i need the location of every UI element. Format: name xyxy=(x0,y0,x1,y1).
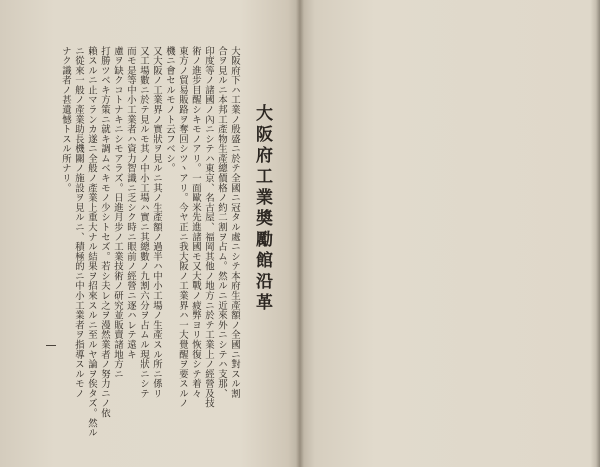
text-column-11: 打勝ツベキ方策ニ就キ調ムベキモノ少シトセズ。若シ夫レ之ヲ漫然業者ノ努力ニノ依 xyxy=(99,46,110,419)
text-column-2: 合ヲ見ルニ本邦工產物生產總價格ノ約二割ヲ占ム。然ルニ近來外ニシテハ支那、 xyxy=(216,46,227,399)
book-gutter xyxy=(296,0,304,467)
text-column-10: 慮ヲ缺クコトナキニシモアラズ。日進月步ノ工業技術ノ研究並販賣諸地方ニ xyxy=(112,46,123,379)
text-column-5: 東方ノ貿易販路ヲ奪回シツヽアリ。今ヤ正ニ我大阪ノ工業界ハ一大覺醒ヲ要スルノ xyxy=(177,46,188,409)
text-column-9: 而モ是等中小工業者ハ資力智識ニ乏シク時ニ眼前ノ經營ニ逐ハレテ遠キ xyxy=(125,46,136,360)
page-edge-shadow xyxy=(590,0,600,467)
text-column-8: 又工場數ニ於テ見ルモ其ノ中小工場ハ實ニ其總數ノ九割六分ヲ占ムル現狀ニシテ xyxy=(138,46,149,399)
text-column-1: 大阪府下ハ工業ノ殷盛ニ於テ全國ニ冠タル處ニシテ本府生產額ノ全國ニ對スル割 xyxy=(229,46,240,399)
page-mark xyxy=(46,345,56,346)
text-column-4: 術ノ進步目醒シキモノアリ。一面歐米先進諸國モ又大戰ノ疲弊ヨリ恢復シテ着々 xyxy=(190,46,201,399)
text-column-3: 印度等ノ諸國ノ內ニシテハ東京、名古屋、福岡其他ノ地方ニ於テ工業上ノ經營及技 xyxy=(203,46,214,409)
text-column-12: 賴スルニ止マランカ遂ニ全般ノ產業上重大ナル結果ヲ招來スルニ至ルヤ論ヲ俟タズ。然ル xyxy=(86,46,97,438)
right-page-blank xyxy=(300,0,600,467)
text-column-6: 機ニ會セルモノト云フベシ。 xyxy=(164,46,175,174)
text-column-14: ナク識者ノ甚遺憾トスル所ナリ。 xyxy=(60,46,71,193)
text-column-7: 又大阪ノ工業界ノ實狀ヲ見ルニ其ノ生產額ノ過半ハ中小工場ノ生產スル所ニ係リ xyxy=(151,46,162,399)
text-column-13: ニ從來一般ノ產業助長機關ノ施設ヲ見ルニ、積極的ニ中小工業者ヲ指導スルモノ xyxy=(73,46,84,399)
document-title: 大阪府工業奬勵館沿革 xyxy=(252,104,272,314)
